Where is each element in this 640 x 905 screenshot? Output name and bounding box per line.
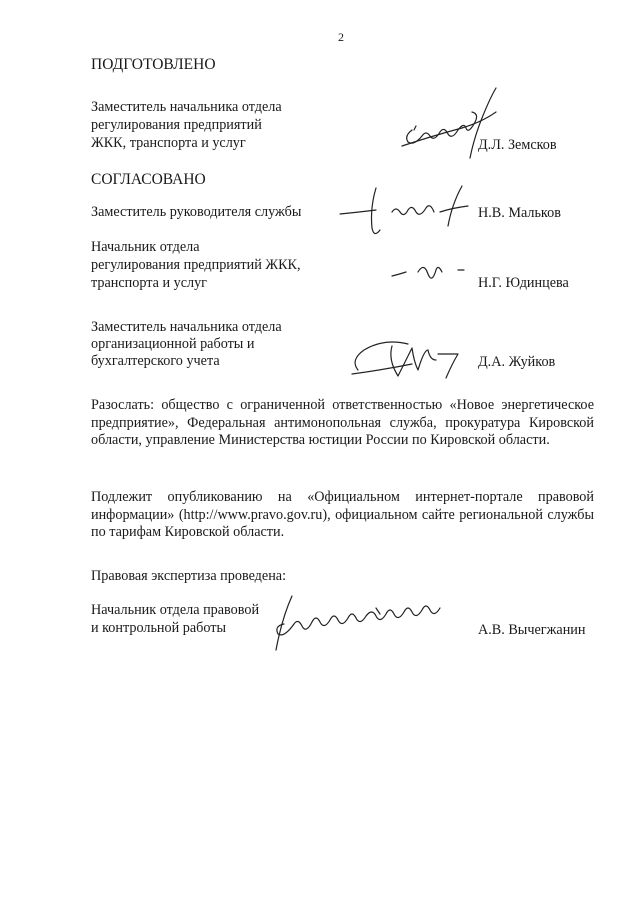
legal-title-line: Начальник отдела правовой [91, 602, 260, 618]
signer-title-line: организационной работы и [91, 336, 255, 352]
signer-name: Н.В. Мальков [478, 205, 561, 221]
page-number: 2 [338, 30, 344, 44]
signer-title-line: регулирования предприятий ЖКК, [91, 257, 301, 273]
signature-malkov [336, 182, 478, 244]
signer-title-line: Заместитель руководителя службы [91, 204, 302, 220]
prepared-title-line: ЖКК, транспорта и услуг [91, 135, 246, 151]
prepared-signer-name: Д.Л. Земсков [478, 137, 557, 153]
prepared-heading: ПОДГОТОВЛЕНО [91, 56, 216, 73]
signature-zhuykov [348, 340, 470, 386]
legal-review-statement: Правовая экспертиза проведена: [91, 568, 287, 584]
signature-yudintseva [388, 258, 472, 288]
signer-name: Д.А. Жуйков [478, 354, 556, 370]
signer-name: Н.Г. Юдинцева [478, 275, 569, 291]
prepared-title-line: Заместитель начальника отдела [91, 99, 282, 115]
signer-title-line: транспорта и услуг [91, 275, 207, 291]
signer-title-line: Заместитель начальника отдела [91, 319, 282, 335]
legal-signer-name: А.В. Вычегжанин [478, 622, 586, 638]
signature-vychegzhanin [262, 592, 458, 654]
signer-title-line: Начальник отдела [91, 239, 200, 255]
prepared-title-line: регулирования предприятий [91, 117, 262, 133]
signer-title-line: бухгалтерского учета [91, 353, 220, 369]
signature-zemskov [392, 80, 504, 162]
distribution-paragraph: Разослать: общество с ограниченной ответственностью «Новое энергетическое предприятие», Федеральная антимонопольная служба, прокуратура Кировской области, управление Министерства юстиции России по Кировской области. [91, 397, 594, 448]
agreed-heading: СОГЛАСОВАНО [91, 171, 206, 188]
legal-title-line: и контрольной работы [91, 620, 226, 636]
publication-paragraph: Подлежит опубликованию на «Официальном интернет-портале правовой информации» (http://www.pravo.gov.ru), официальном сайте региональной службы по тарифам Кировской области. [91, 489, 594, 540]
